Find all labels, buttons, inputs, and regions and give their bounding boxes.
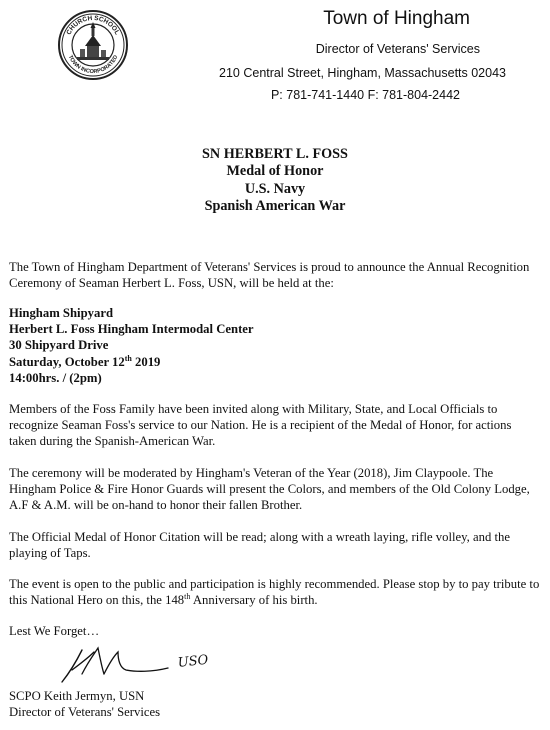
svg-text:CHURCH SCHOOL: CHURCH SCHOOL — [65, 14, 121, 37]
handwritten-signature — [56, 644, 246, 686]
town-seal-logo — [57, 9, 129, 81]
event-center: Herbert L. Foss Hingham Intermodal Center — [9, 322, 254, 337]
phone-fax: P: 781-741-1440 F: 781-804-2442 — [270, 88, 460, 102]
honoree-block — [0, 146, 550, 215]
honoree-branch: U.S. Navy — [244, 180, 306, 197]
signer-name: SCPO Keith Jermyn, USN — [9, 689, 145, 703]
honoree-name: SN HERBERT L. FOSS — [202, 146, 348, 162]
street-address: 210 Central Street, Hingham, Massachusetts 02043 — [219, 66, 506, 80]
signer-block — [9, 688, 160, 720]
honoree-award: Medal of Honor — [226, 163, 324, 180]
event-street: 30 Shipyard Drive — [9, 338, 109, 353]
ceremony-paragraph: The ceremony will be moderated by Hingham's Veteran of the Year (2018), Jim Claypoole. The Hingham Police & Fire Honor Guards will present the Colors, and members of the Old Colony Lodge, A.F & A.M. will be on-hand to honor their fallen Brother. — [9, 466, 530, 513]
intro-paragraph: The Town of Hingham Department of Veterans' Services is proud to announce the Annual Recognition Ceremony of Seaman Herbert L. Foss, USN, will be held at the: — [9, 260, 530, 291]
event-place: Hingham Shipyard — [9, 306, 114, 320]
citation-paragraph: The Official Medal of Honor Citation will be read; along with a wreath laying, rifle volley, and the playing of Taps. — [9, 530, 511, 561]
signer-title: Director of Veterans' Services — [9, 705, 161, 720]
honoree-war: Spanish American War — [204, 197, 346, 214]
closing-line: Lest We Forget… — [9, 624, 100, 638]
town-name: Town of Hingham — [323, 8, 470, 29]
event-time: 14:00hrs. / (2pm) — [9, 370, 102, 385]
department-name: Director of Veterans' Services — [315, 42, 480, 56]
svg-text:TOWN INCORPORATED: TOWN INCORPORATED — [66, 54, 120, 76]
public-paragraph: The event is open to the public and participation is highly recommended. Please stop by to pay tribute to this National Hero on this, the 148th Anniversary of his birth. — [9, 577, 540, 608]
svg-text:USO: USO — [177, 652, 210, 671]
family-paragraph: Members of the Foss Family have been invited along with Military, State, and Local Officials to recognize Seaman Foss's service to our Nation. He is a recipient of the Medal of Honor, for actions taken during the Spanish-American War. — [9, 402, 512, 449]
event-details — [9, 305, 254, 386]
event-date: Saturday, October 12th 2019 — [9, 353, 161, 369]
